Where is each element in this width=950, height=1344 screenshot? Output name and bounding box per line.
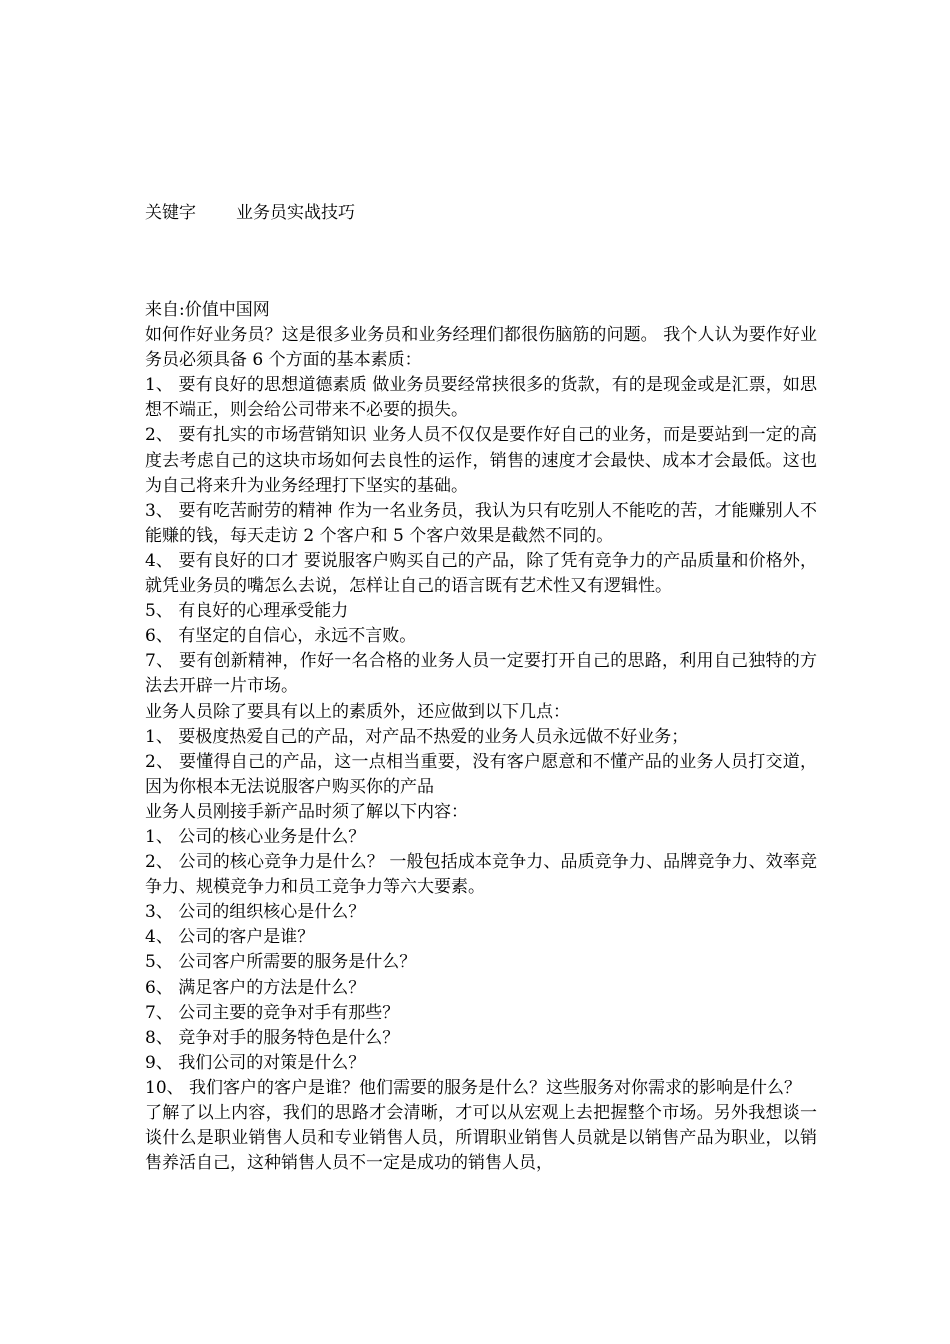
question-item-1: 1、 公司的核心业务是什么？ [145, 826, 366, 847]
keyword-label: 关键字 [145, 203, 196, 223]
quality-item-6: 6、 有坚定的自信心，永远不言败。 [145, 626, 417, 647]
new-product-heading: 业务人员刚接手新产品时须了解以下内容： [145, 801, 468, 822]
keyword-line [145, 200, 355, 226]
extra-points-heading: 业务人员除了要具有以上的素质外，还应做到以下几点： [145, 701, 570, 722]
question-item-3: 3、 公司的组织核心是什么？ [145, 902, 366, 923]
question-item-7: 7、 公司主要的竞争对手有那些？ [145, 1002, 400, 1023]
extra-point-1: 1、 要极度热爱自己的产品，对产品不热爱的业务人员永远做不好业务； [145, 726, 689, 747]
question-item-2: 2、 公司的核心竞争力是什么？ 一般包括成本竞争力、品质竞争力、品牌竞争力、效率竞争力、规模竞争力和员工竞争力等六大要素。 [145, 852, 817, 898]
quality-item-7: 7、 要有创新精神，作好一名合格的业务人员一定要打开自己的思路，利用自己独特的方法去开辟一片市场。 [145, 651, 817, 697]
quality-item-1: 1、 要有良好的思想道德素质 做业务员要经常挟很多的货款，有的是现金或是汇票，如思想不端正，则会给公司带来不必要的损失。 [145, 375, 817, 421]
source-line: 来自:价值中国网 [145, 300, 270, 320]
closing-paragraph: 了解了以上内容，我们的思路才会清晰，才可以从宏观上去把握整个市场。另外我想谈一谈什么是职业销售人员和专业销售人员，所谓职业销售人员就是以销售产品为职业，以销售养活自己，这种销售人员不一定是成功的销售人员， [145, 1103, 817, 1174]
quality-item-4: 4、 要有良好的口才 要说服客户购买自己的产品，除了凭有竞争力的产品质量和价格外，就凭业务员的嘴怎么去说，怎样让自己的语言既有艺术性又有逻辑性。 [145, 550, 817, 597]
question-item-6: 6、 满足客户的方法是什么？ [145, 977, 366, 998]
document-body [145, 298, 817, 1176]
quality-item-2: 2、 要有扎实的市场营销知识 业务人员不仅仅是要作好自己的业务，而是要站到一定的高度去考虑自己的这块市场如何去良性的运作，销售的速度才会最快、成本才会最低。这也为自己将来升为业务经理打下坚实的基础。 [145, 425, 817, 496]
question-item-8: 8、 竞争对手的服务特色是什么？ [145, 1027, 400, 1048]
quality-item-3: 3、 要有吃苦耐劳的精神 作为一名业务员，我认为只有吃别人不能吃的苦，才能赚别人不能赚的钱，每天走访 2 个客户和 5 个客户效果是截然不同的。 [145, 500, 817, 546]
intro-paragraph: 如何作好业务员？这是很多业务员和业务经理们都很伤脑筋的问题。 我个人认为要作好业务员必须具备 6 个方面的基本素质： [145, 325, 817, 371]
question-item-9: 9、 我们公司的对策是什么？ [145, 1052, 366, 1073]
keyword-value: 业务员实战技巧 [236, 203, 355, 223]
question-item-10: 10、 我们客户的客户是谁？他们需要的服务是什么？这些服务对你需求的影响是什么？ [145, 1077, 802, 1098]
quality-item-5: 5、 有良好的心理承受能力 [145, 601, 349, 622]
question-item-5: 5、 公司客户所需要的服务是什么？ [145, 952, 417, 973]
question-item-4: 4、 公司的客户是谁？ [145, 927, 315, 948]
extra-point-2: 2、 要懂得自己的产品，这一点相当重要，没有客户愿意和不懂产品的业务人员打交道，因为你根本无法说服客户购买你的产品 [145, 751, 817, 797]
